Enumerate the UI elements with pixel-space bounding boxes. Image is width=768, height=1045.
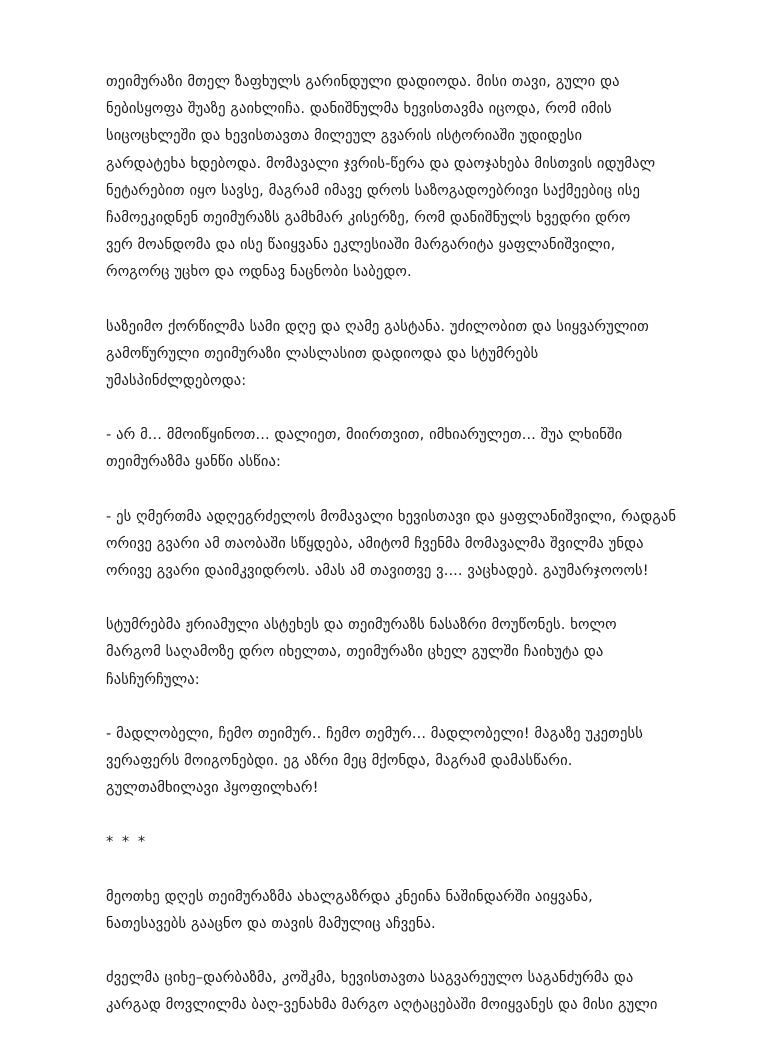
paragraph-2: საზეიმო ქორწილმა სამი დღე და ღამე გასტანა. უძილობით და სიყვარულით გამოწურული თეიმურაზი ლასლასით დადიოდა და სტუმრებს უმასპინძლდებოდა: [106,317,649,390]
paragraph-7: მეოთხე დღეს თეიმურაზმა ახალგაზრდა კნეინა ნაშინდარში აიყვანა, ნათესავებს გააცნო და თავის მამულიც აჩვენა. [106,887,593,932]
paragraph-1: თეიმურაზი მთელ ზაფხულს გარინდული დადიოდა. მისი თავი, გული და ნებისყოფა შუაზე გაიხლიჩა. დანიშნულმა ხევისთავმა იცოდა, რომ იმის სიცოცხლეში და ხევისთავთა მილეულ გვარის ისტორიაში უდიდესი გარდატეხა ხდებოდა. მომავალი ჯვრის-წერა და დაოჯახება მისთვის იდუმალ ნეტარებით იყო სავსე, მაგრამ იმავე დროს საზოგადოებრივი საქმეებიც ისე ჩამოეკიდნენ თეიმურაზს გამხმარ კისერზე, რომ დანიშნულს ხვედრი დრო ვერ მოანდომა და ისე წაიყვანა ეკლესიაში მარგარიტა ყაფლანიშვილი, როგორც უცხო და ოდნავ ნაცნობი საბედო. [106,73,656,281]
paragraph-5: სტუმრებმა ჟრიამული ასტეხეს და თეიმურაზს ნასაზრი მოუწონეს. ხოლო მარგომ საღამოზე დრო იხელთა, თეიმურაზი ცხელ გულში ჩაიხუტა და ჩასჩურჩულა: [106,616,617,688]
paragraph-3: - არ მ... მმოიწყინოთ... დალიეთ, მიირთვით, იმხიარულეთ... შუა ლხინში თეიმურაზმა ყანწი ასწია: [106,426,623,471]
paragraph-4: - ეს ღმერთმა ადღეგრძელოს მომავალი ხევისთავი და ყაფლანიშვილი, რადგან ორივე გვარი ამ თაობაში სწყდება, ამიტომ ჩვენმა მომავალმა შვილმა უნდა ორივე გვარი დაიმკვიდროს. ამას ამ თავითვე ვ.... ვაცხადებ. გაუმარჯოოოს! [106,507,677,580]
document-page [106,68,716,1045]
paragraph-6: - მადლობელი, ჩემო თეიმურ.. ჩემო თემურ... მადლობელი! მაგაზე უკეთესს ვერაფერს მოიგონებდი. ეგ აზრი მეც მქონდა, მაგრამ დამასწარი. გულთამხილავი ჰყოფილხარ! [106,724,643,797]
paragraph-8: ძველმა ციხე–დარბაზმა, კოშკმა, ხევისთავთა საგვარეულო საგანძურმა და კარგად მოვლილმა ბაღ-ვენახმა მარგო აღტაცებაში მოიყვანეს და მისი გული [106,969,658,1014]
section-separator: * * * [106,833,148,851]
